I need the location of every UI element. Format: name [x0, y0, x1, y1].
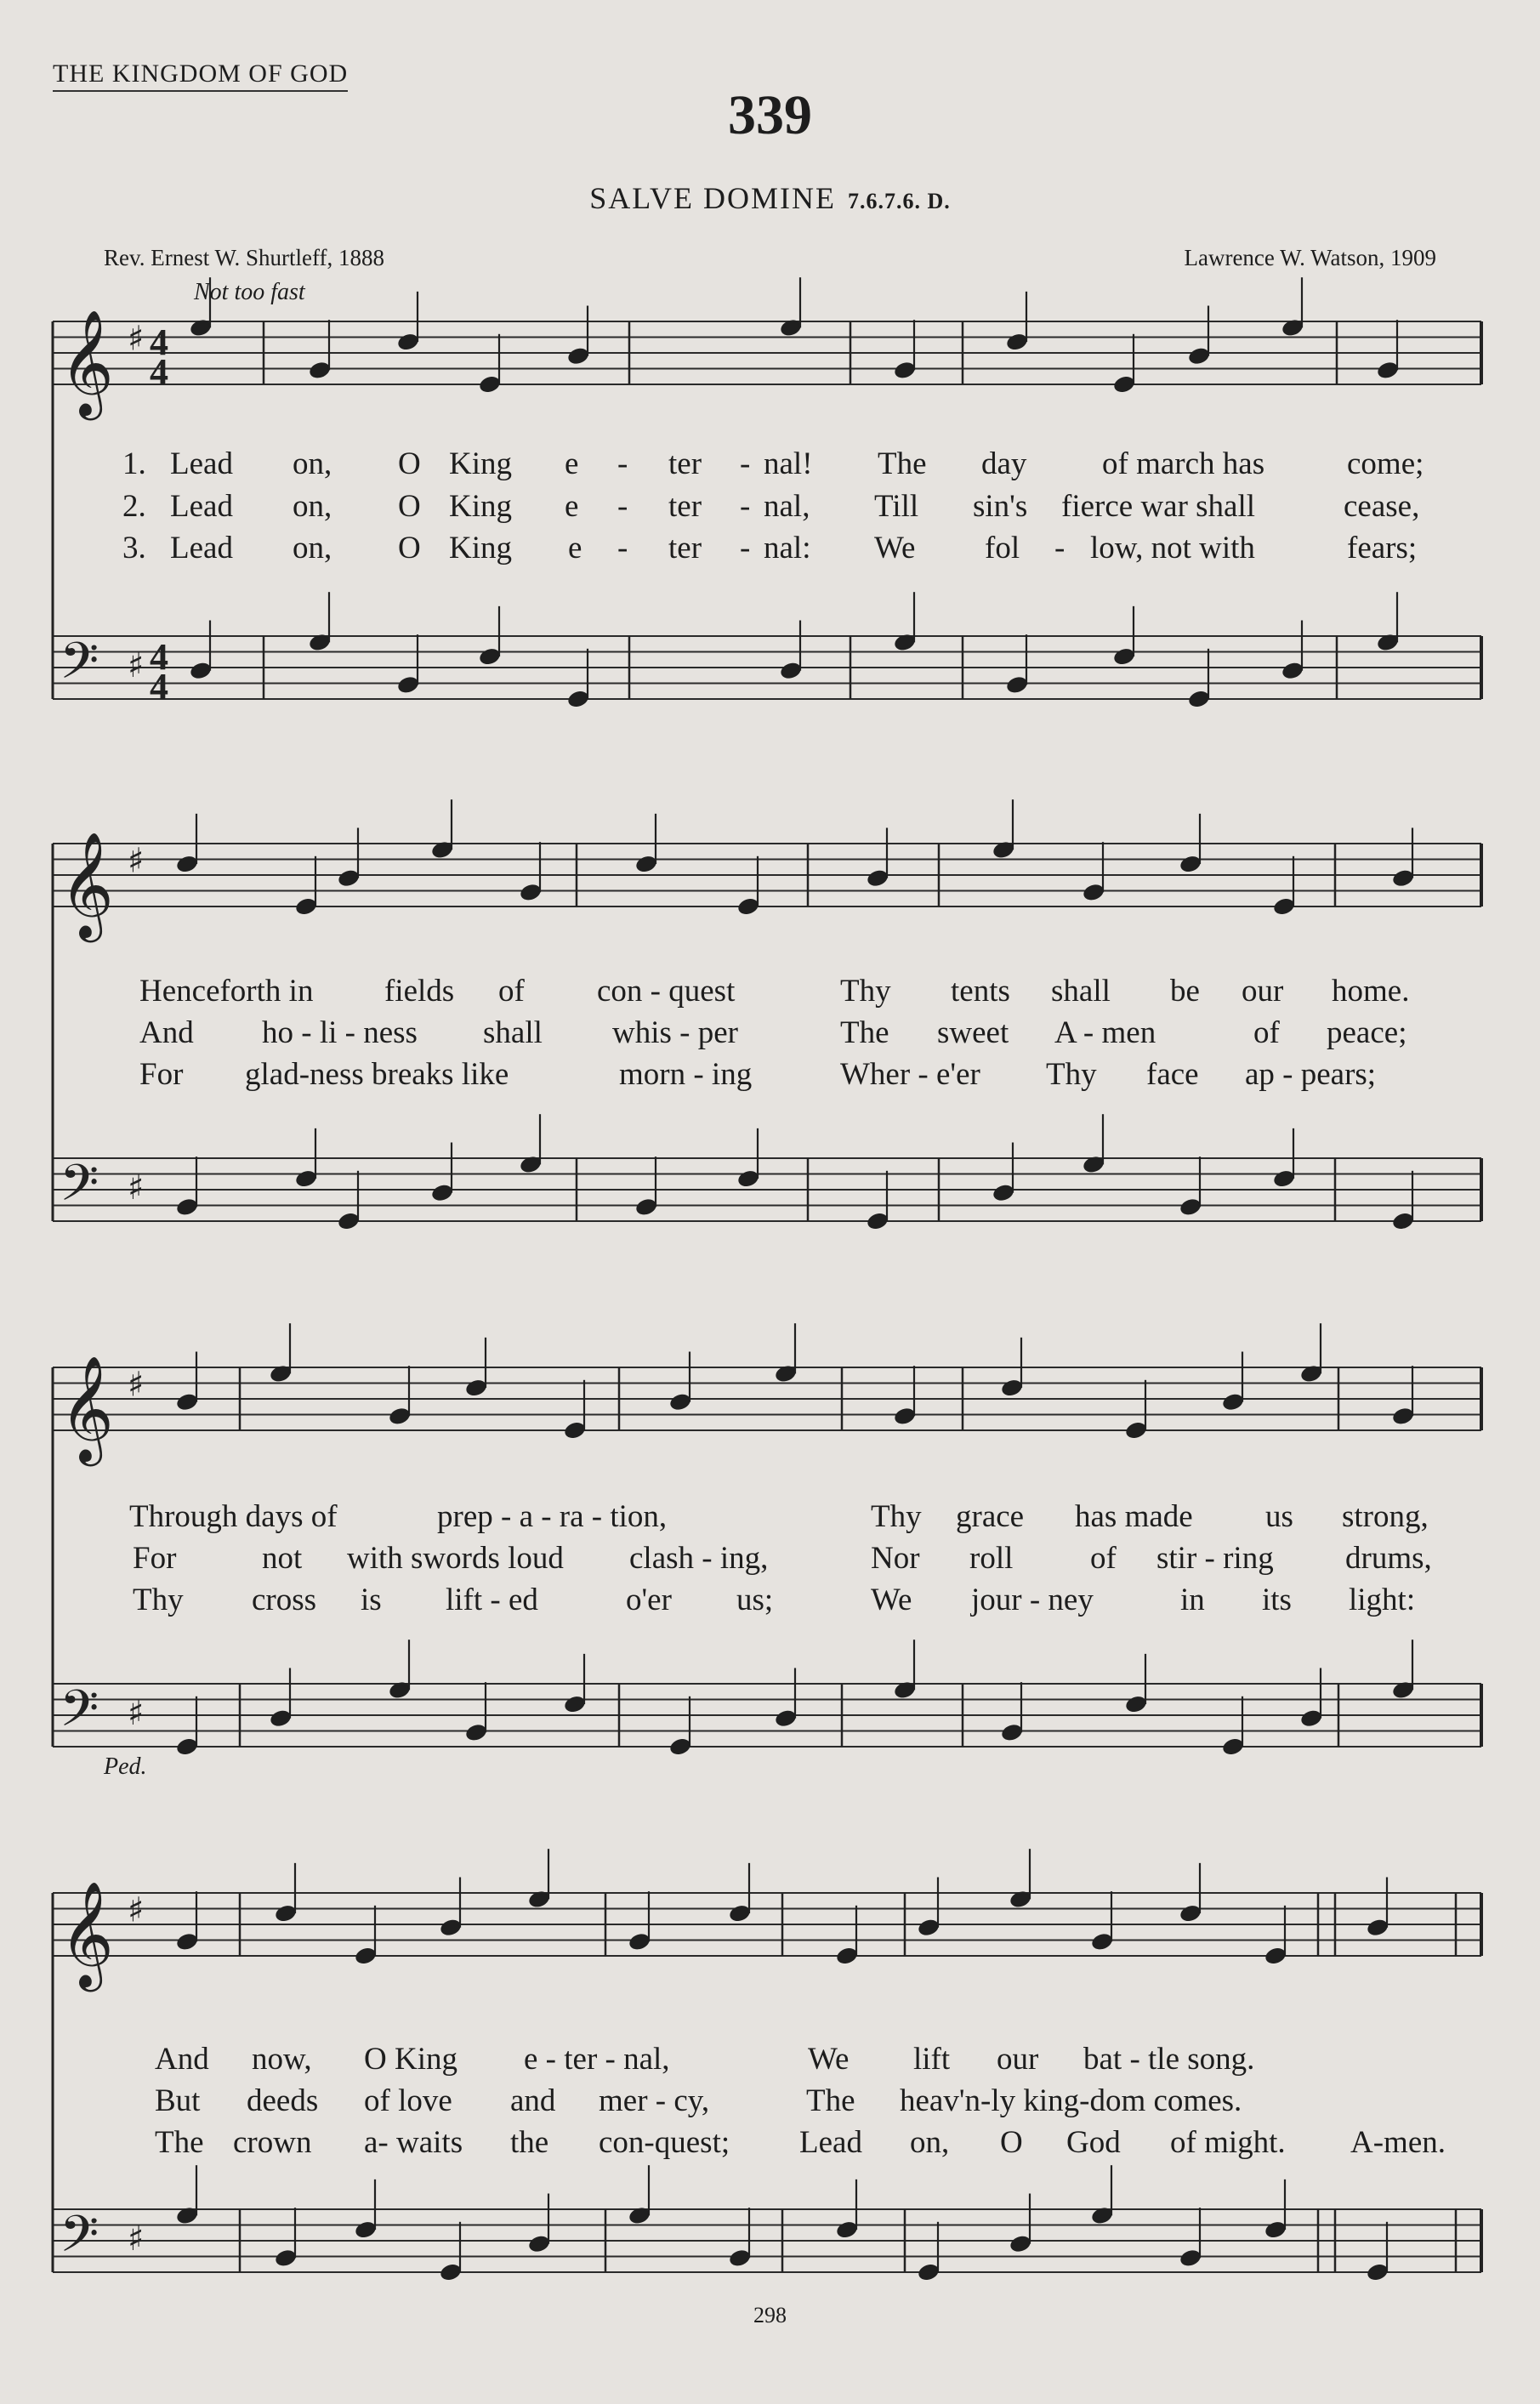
lyric: on,	[293, 489, 332, 524]
lyric: fields	[384, 974, 455, 1009]
lyric: A-men.	[1350, 2125, 1446, 2160]
lyric: glad-ness breaks like	[245, 1057, 509, 1092]
treble-clef-icon: 𝄞	[60, 310, 114, 417]
lyric: of	[1253, 1015, 1280, 1050]
lyric: o'er	[626, 1583, 672, 1617]
lyric: 3.	[122, 531, 146, 565]
lyric: come;	[1347, 446, 1424, 481]
lyric: -	[740, 446, 751, 481]
lyric: Through days of	[129, 1499, 338, 1534]
lyric: tents	[951, 974, 1010, 1009]
lyric: grace	[956, 1499, 1025, 1534]
lyric: ter	[668, 531, 702, 565]
lyric: e	[565, 489, 579, 524]
key-signature-sharp-icon: ♯	[128, 2219, 145, 2259]
lyric: shall	[1051, 974, 1111, 1009]
lyric: Wher - e'er	[840, 1057, 980, 1092]
lyric: strong,	[1342, 1499, 1429, 1534]
page-number: 298	[753, 2303, 787, 2327]
lyric: nal!	[764, 446, 813, 481]
lyric: -	[1054, 531, 1065, 565]
lyric: fol	[985, 531, 1020, 565]
system-3-verse-3	[0, 1582, 1540, 1621]
lyric: -	[617, 489, 628, 524]
lyric: drums,	[1345, 1541, 1432, 1576]
lyric: crown	[233, 2125, 312, 2160]
lyric: King	[449, 489, 512, 524]
lyric: And	[139, 1015, 194, 1050]
system-4-verse-3	[0, 2124, 1540, 2163]
lyric: its	[1262, 1583, 1292, 1617]
key-signature-sharp-icon: ♯	[128, 1168, 145, 1208]
lyric: home.	[1332, 974, 1410, 1009]
lyric: on,	[293, 446, 332, 481]
lyric: -	[740, 489, 751, 524]
system-2-verse-2	[0, 1014, 1540, 1054]
lyric: clash - ing,	[629, 1541, 769, 1576]
system-4-verse-1	[0, 2041, 1540, 2080]
lyric: lift	[913, 2042, 951, 2077]
lyric: God	[1066, 2125, 1121, 2160]
lyric: King	[449, 531, 512, 565]
lyric: Lead	[170, 489, 233, 524]
lyric: ap - pears;	[1245, 1057, 1377, 1092]
treble-clef-icon: 𝄞	[60, 1881, 114, 1988]
lyric: with swords loud	[347, 1541, 564, 1576]
lyric: Till	[874, 489, 919, 524]
section-heading: THE KINGDOM OF GOD	[53, 60, 348, 92]
lyric: O	[398, 531, 421, 565]
lyric: us;	[736, 1583, 774, 1617]
lyric: shall	[483, 1015, 543, 1050]
lyric: Thy	[1046, 1057, 1097, 1092]
tune-name: SALVE DOMINE	[589, 181, 836, 215]
bass-clef-icon: 𝄢	[60, 1153, 99, 1225]
lyric: con - quest	[597, 974, 736, 1009]
lyric: For	[133, 1541, 177, 1576]
pedal-marking: Ped.	[104, 1753, 147, 1780]
tempo-marking: Not too fast	[194, 279, 305, 305]
lyric: nal,	[764, 489, 810, 524]
lyric: Nor	[871, 1541, 920, 1576]
lyric: We	[871, 1583, 912, 1617]
lyric: The	[806, 2083, 855, 2118]
lyric: deeds	[247, 2083, 319, 2118]
system-2-verse-1	[0, 973, 1540, 1012]
lyric: ter	[668, 489, 702, 524]
lyric: We	[874, 531, 916, 565]
meter: 7.6.7.6. D.	[847, 189, 951, 213]
lyric: and	[510, 2083, 556, 2118]
lyric: heav'n-ly king-dom comes.	[900, 2083, 1242, 2118]
author-credit: Rev. Ernest W. Shurtleff, 1888	[104, 245, 384, 270]
lyric: us	[1265, 1499, 1293, 1534]
lyric: not	[262, 1541, 303, 1576]
lyric: on,	[293, 531, 332, 565]
lyric: e	[565, 446, 579, 481]
lyric: ho - li - ness	[262, 1015, 418, 1050]
lyric: jour - ney	[971, 1583, 1094, 1617]
lyric: But	[155, 2083, 201, 2118]
lyric: our	[1242, 974, 1284, 1009]
key-signature-sharp-icon: ♯	[128, 841, 145, 881]
lyric: -	[617, 446, 628, 481]
system-1-verse-1	[0, 446, 1540, 485]
time-signature-icon: 4	[150, 666, 168, 708]
lyric: is	[361, 1583, 382, 1617]
lyric: stir - ring	[1156, 1541, 1274, 1576]
lyric: roll	[969, 1541, 1014, 1576]
lyric: cross	[252, 1583, 317, 1617]
lyric: mer - cy,	[599, 2083, 710, 2118]
lyric: Lead	[799, 2125, 862, 2160]
key-signature-sharp-icon: ♯	[128, 646, 145, 686]
lyric: of	[498, 974, 525, 1009]
lyric: be	[1170, 974, 1200, 1009]
lyric: -	[617, 531, 628, 565]
hymn-number: 339	[728, 84, 812, 146]
lyric: the	[510, 2125, 549, 2160]
lyric: A - men	[1054, 1015, 1156, 1050]
lyric: light:	[1349, 1583, 1416, 1617]
treble-clef-icon: 𝄞	[60, 1355, 114, 1463]
lyric: our	[997, 2042, 1039, 2077]
key-signature-sharp-icon: ♯	[128, 319, 145, 359]
lyric: Henceforth in	[139, 974, 314, 1009]
system-1-verse-2	[0, 488, 1540, 527]
lyric: Thy	[840, 974, 891, 1009]
lyric: O King	[364, 2042, 457, 2077]
lyric: of love	[364, 2083, 452, 2118]
lyric: sweet	[937, 1015, 1009, 1050]
lyric: The	[155, 2125, 204, 2160]
lyric: fierce war shall	[1061, 489, 1256, 524]
lyric: -	[740, 531, 751, 565]
lyric: peace;	[1327, 1015, 1407, 1050]
system-2-verse-3	[0, 1056, 1540, 1095]
time-signature-icon: 4	[150, 351, 168, 393]
lyric: And	[155, 2042, 209, 2077]
lyric: whis - per	[612, 1015, 738, 1050]
lyric: 1.	[122, 446, 146, 481]
key-signature-sharp-icon: ♯	[128, 1365, 145, 1405]
lyric: ter	[668, 446, 702, 481]
lyric: Thy	[133, 1583, 184, 1617]
time-signature-icon: 4	[150, 635, 168, 678]
lyric: of might.	[1170, 2125, 1286, 2160]
system-1-verse-3	[0, 530, 1540, 569]
lyric: e - ter - nal,	[524, 2042, 670, 2077]
system-4-verse-2	[0, 2083, 1540, 2122]
lyric: Lead	[170, 446, 233, 481]
lyric: e	[568, 531, 582, 565]
lyric: on,	[910, 2125, 950, 2160]
lyric: of	[1090, 1541, 1117, 1576]
lyric: con-quest;	[599, 2125, 730, 2160]
lyric: bat - tle song.	[1083, 2042, 1255, 2077]
lyric: morn - ing	[619, 1057, 753, 1092]
lyric: in	[1180, 1583, 1205, 1617]
lyric: Thy	[871, 1499, 922, 1534]
bass-clef-icon: 𝄢	[60, 2204, 99, 2276]
lyric: 2.	[122, 489, 146, 524]
lyric: of march has	[1102, 446, 1265, 481]
lyric: cease,	[1344, 489, 1420, 524]
lyric: prep - a - ra - tion,	[437, 1499, 668, 1534]
lyric: face	[1146, 1057, 1199, 1092]
system-3-verse-2	[0, 1540, 1540, 1579]
lyric: The	[878, 446, 927, 481]
lyric: day	[981, 446, 1027, 481]
lyric: fears;	[1347, 531, 1418, 565]
system-3-verse-1	[0, 1498, 1540, 1537]
bass-clef-icon: 𝄢	[60, 1679, 99, 1751]
lyric: lift - ed	[446, 1583, 538, 1617]
time-signature-icon: 4	[150, 321, 168, 363]
lyric: has made	[1075, 1499, 1193, 1534]
composer-credit: Lawrence W. Watson, 1909	[1184, 245, 1436, 270]
lyric: low, not with	[1090, 531, 1255, 565]
lyric: O	[398, 489, 421, 524]
bass-clef-icon: 𝄢	[60, 631, 99, 703]
lyric: sin's	[973, 489, 1028, 524]
lyric: For	[139, 1057, 184, 1092]
lyric: now,	[252, 2042, 312, 2077]
key-signature-sharp-icon: ♯	[128, 1694, 145, 1734]
lyric: nal:	[764, 531, 811, 565]
lyric: Lead	[170, 531, 233, 565]
key-signature-sharp-icon: ♯	[128, 1890, 145, 1930]
lyric: a- waits	[364, 2125, 463, 2160]
lyric: King	[449, 446, 512, 481]
lyric: The	[840, 1015, 889, 1050]
lyric: O	[1000, 2125, 1023, 2160]
lyric: We	[808, 2042, 850, 2077]
treble-clef-icon: 𝄞	[60, 832, 114, 939]
lyric: O	[398, 446, 421, 481]
